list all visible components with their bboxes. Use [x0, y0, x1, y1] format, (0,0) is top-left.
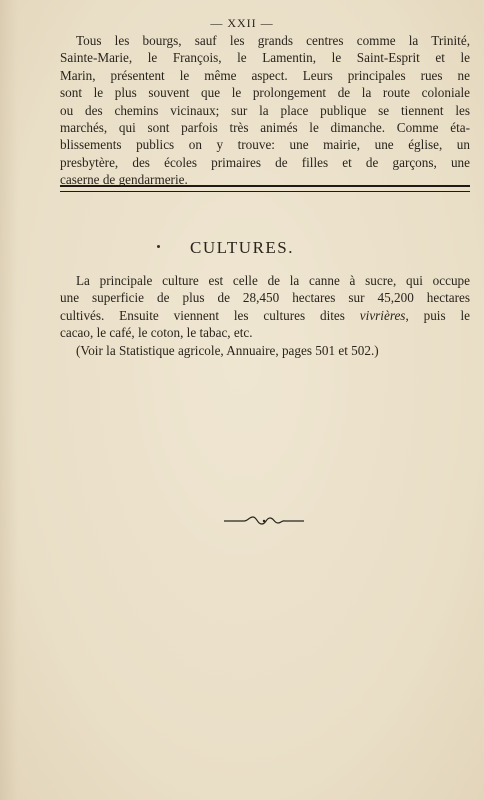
text-line: une superficie de plus de 28,450 hectares sur 45,200 hectares [60, 290, 470, 306]
text-line: Sainte-Marie, le François, le Lamentin, le Saint-Esprit et le [60, 50, 470, 66]
text-line: presbytère, des écoles primaires de filles et de garçons, une [60, 154, 470, 170]
text-line: Tous les bourgs, sauf les grands centres comme la Trinité, [76, 33, 470, 48]
reference-note: (Voir la Statistique agricole, Annuaire, pages 501 et 502.) [76, 342, 379, 358]
text-line: cacao, le café, le coton, le tabac, etc. [60, 325, 253, 341]
section-title: CULTURES. [189, 238, 295, 257]
section-divider-rule [60, 185, 470, 192]
text-segment: , puis le [405, 307, 470, 323]
text-line [60, 307, 470, 324]
text-segment: cultivés. Ensuite viennent les cultures dites [60, 307, 345, 323]
page-number: — XXII — [210, 16, 274, 30]
text-line: caserne de gendarmerie. [60, 172, 188, 188]
cultures-paragraph [60, 272, 470, 359]
italic-term: vivrières [359, 307, 406, 323]
text-line: ou des chemins vicinaux; sur la place publique se tiennent les [60, 102, 470, 118]
text-line: sont le plus souvent que le prolongement de la route coloniale [60, 85, 470, 101]
text-line: Marin, présentent le même aspect. Leurs principales rues ne [60, 67, 470, 83]
text-line: blissements publics on y trouve: une mairie, une église, un [60, 137, 470, 153]
text-line: marchés, qui sont parfois très animés le dimanche. Comme éta- [60, 120, 470, 136]
text-line: La principale culture est celle de la canne à sucre, qui occupe [76, 273, 470, 288]
tailpiece-ornament-icon [222, 514, 306, 528]
intro-paragraph [60, 32, 470, 189]
